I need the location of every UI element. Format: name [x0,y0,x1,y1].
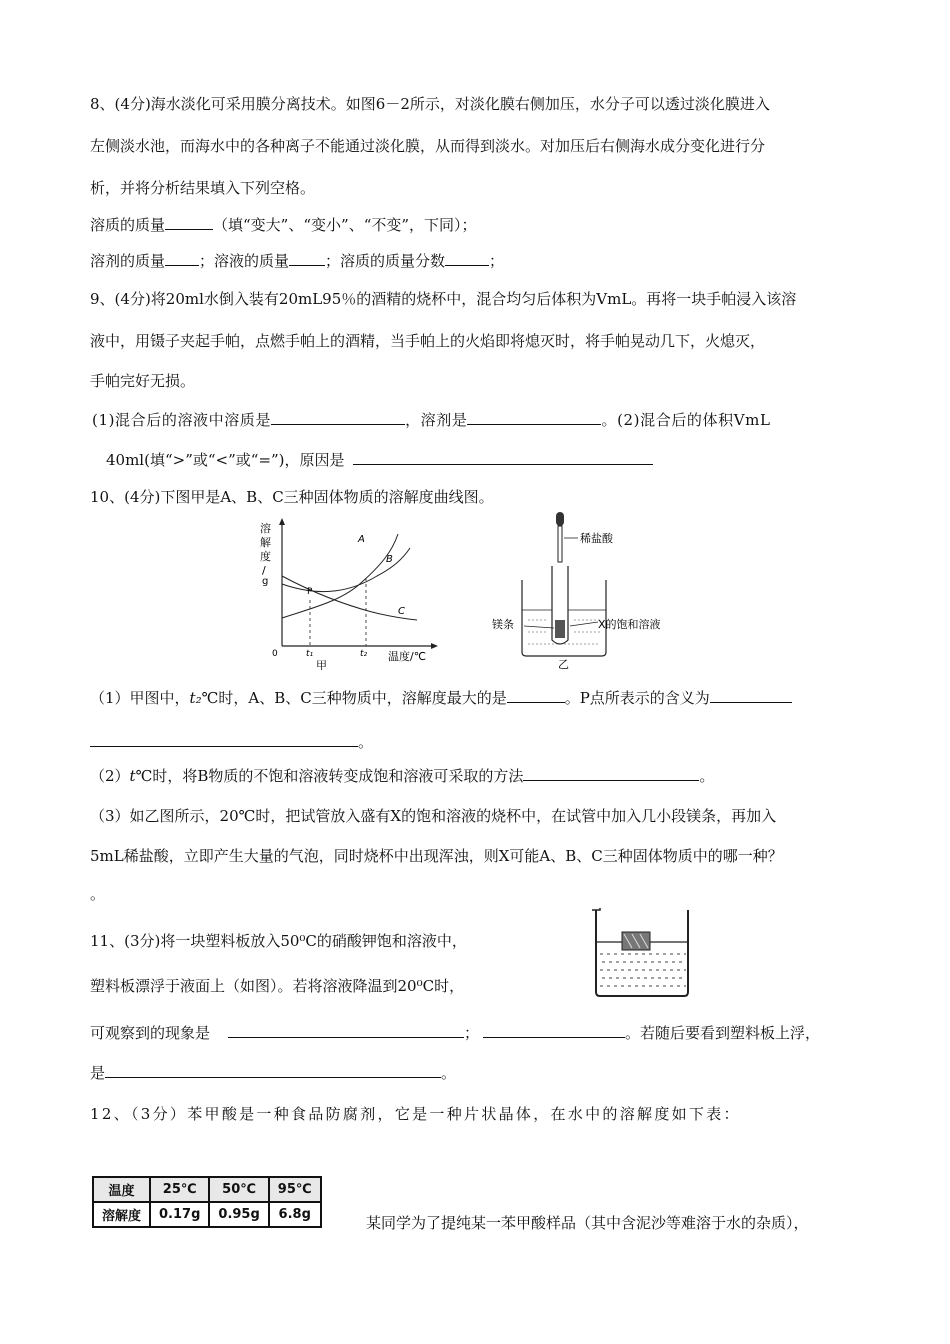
table-header-cell: 温度 [93,1177,150,1202]
curve-c [282,576,417,620]
beaker-lip [592,908,600,910]
q11-line4-end: 。 [441,1064,457,1082]
apparatus-figure [488,508,688,670]
q11-float-question: 。若随后要看到塑料板上浮， [625,1024,821,1042]
q11-line2: 塑料板漂浮于液面上（如图）。若将溶液降温到20⁰C时， [90,977,465,995]
q8-solute-blank[interactable] [165,215,213,230]
q10-line1: 10、(4分)下图甲是A、B、C三种固体物质的溶解度曲线图。 [90,488,494,506]
curve-b-label: B [386,554,393,565]
q11-sep: ； [464,1024,480,1042]
table-header-row [93,1177,321,1202]
q10-p3-line1: （3）如乙图所示，20℃时，把试管放入盛有X的饱和溶液的烧杯中，在试管中加入几小段镁条，再加入 [90,807,777,825]
q12-line1: 12、（3分）苯甲酸是一种食品防腐剂，它是一种片状晶体，在水中的溶解度如下表： [90,1105,741,1123]
q10-p3-line3: 。 [90,885,106,903]
table-cell: 溶解度 [93,1202,150,1227]
table-header-cell: 95℃ [269,1177,321,1202]
q9-solvent-blank[interactable] [467,410,601,425]
table-cell: 6.8g [269,1202,321,1227]
beaker-plastic-board-figure [588,904,696,1002]
q11-phenomenon-blank-2[interactable] [483,1023,625,1038]
q10-p1-prefix: （1）甲图中， [90,689,190,707]
q9-reason-label: 40ml(填“>”或“<”或“=”)，原因是 [106,451,345,469]
q8-end: ； [489,252,505,270]
graph-ylabel-2: 解 [260,536,271,549]
solubility-graph [252,516,442,670]
table-header-cell: 25℃ [150,1177,209,1202]
mg-label: 镁条 [492,618,514,631]
q9-part1 [92,410,771,430]
point-p-label: P [307,587,313,597]
graph-x-arrow [431,643,438,649]
q8-solution-blank[interactable] [289,251,325,266]
apparatus-caption: 乙 [558,658,569,670]
q11-line3 [90,1023,820,1043]
t1-label: t₁ [306,649,314,659]
table-row [93,1202,321,1227]
q10-p-blank-cont[interactable] [90,732,358,747]
graph-ylabel-3: 度 [260,550,271,563]
q11-line4 [90,1063,456,1083]
table-cell: 0.95g [209,1202,268,1227]
liquid-pattern [600,954,686,986]
graph-caption: 甲 [316,659,327,670]
q8-solvent-label: 溶剂的质量 [90,252,166,270]
solubility-table [92,1176,322,1228]
q11-line1: 11、(3分)将一块塑料板放入50⁰C的硝酸钾饱和溶液中， [90,932,467,950]
q8-solvent-blank[interactable] [165,251,199,266]
q9-solvent-label: ，溶剂是 [405,411,468,429]
q9-solute-blank[interactable] [271,410,405,425]
curve-a-label: A [358,534,365,545]
q10-p3-line2: 5mL稀盐酸，立即产生大量的气泡，同时烧杯中出现浑浊，则X可能A、B、C三种固体物质中的哪一种？ [90,847,783,865]
mg-pointer [524,626,554,628]
q11-phenomenon-blank-1[interactable] [228,1023,464,1038]
q11-phenomenon-label: 可观察到的现象是 [90,1024,211,1042]
graph-ylabel-5: g [262,576,269,587]
q10-p2-end: 。 [699,767,715,785]
q12-after-table: 某同学为了提纯某一苯甲酸样品（其中含泥沙等难溶于水的杂质）， [366,1214,809,1232]
dropper-tube [558,526,562,562]
q10-p1-end: 。 [358,733,374,751]
curve-c-label: C [398,606,405,617]
table-cell: 0.17g [150,1202,209,1227]
q10-max-blank[interactable] [507,688,565,703]
q9-line3: 手帕完好无损。 [90,372,196,390]
q9-part2 [106,450,653,470]
q10-p1-question: ℃时，A、B、C三种物质中，溶解度最大的是 [201,689,507,707]
solution-pointer [570,622,598,626]
q9-reason-blank[interactable] [353,450,653,465]
q10-part1-cont [90,732,373,752]
origin-label: 0 [272,649,278,659]
q8-solution-label: ；溶液的质量 [199,252,290,270]
graph-y-arrow [279,518,285,525]
table-header-cell: 50℃ [209,1177,268,1202]
q10-p2-t: t [129,767,136,785]
q9-line2: 液中，用镊子夹起手帕，点燃手帕上的酒精，当手帕上的火焰即将熄灭时，将手帕晃动几下，火熄灭， [90,332,766,350]
q9-line1: 9、(4分)将20ml水倒入装有20mL95％的酒精的烧杯中，混合均匀后体积为VmL。再将一块手帕浸入该溶 [90,290,797,308]
q8-fraction-blank[interactable] [445,251,489,266]
curve-a [282,534,398,618]
q10-p2-prefix: （2） [90,767,130,785]
q8-line3: 析，并将分析结果填入下列空格。 [90,179,316,197]
q10-part2 [90,766,714,786]
graph-ylabel-1: 溶 [260,522,271,535]
solution-label: X的饱和溶液 [598,618,661,631]
q11-line4-prefix: 是 [90,1064,106,1082]
q10-method-blank[interactable] [523,766,699,781]
q10-p1-t2: t₂ [189,689,202,707]
q8-solute-label: 溶质的质量 [90,216,166,234]
acid-label: 稀盐酸 [580,532,613,545]
q10-part1 [90,688,792,708]
graph-xlabel: 温度/℃ [388,650,427,663]
q9-solute-label: (1)混合后的溶液中溶质是 [92,411,272,429]
q8-solvent-line [90,251,504,271]
q8-solute-hint: （填“变大”、“变小”、“不变”，下同）； [213,216,477,234]
t2-label: t₂ [360,649,368,659]
q8-line1: 8、(4分)海水淡化可采用膜分离技术。如图6－2所示，对淡化膜右侧加压，水分子可以透过淡化膜进入 [90,95,770,113]
beaker-outline [596,910,688,996]
q11-method-blank[interactable] [105,1063,441,1078]
q10-p-meaning: 。P点所表示的含义为 [564,689,710,707]
q9-part2-label: 。(2)混合后的体积VmL [601,411,771,429]
graph-ylabel-4: / [262,564,266,577]
magnesium-strip [555,620,565,638]
q10-p2-question: ℃时，将B物质的不饱和溶液转变成饱和溶液可采取的方法 [135,767,524,785]
q8-fraction-label: ；溶质的质量分数 [325,252,446,270]
q8-solute-line [90,215,477,235]
q8-line2: 左侧淡水池，而海水中的各种离子不能通过淡化膜，从而得到淡水。对加压后右侧海水成分变化进行分 [90,137,766,155]
q10-p-blank[interactable] [710,688,792,703]
dropper-bulb [556,512,564,526]
